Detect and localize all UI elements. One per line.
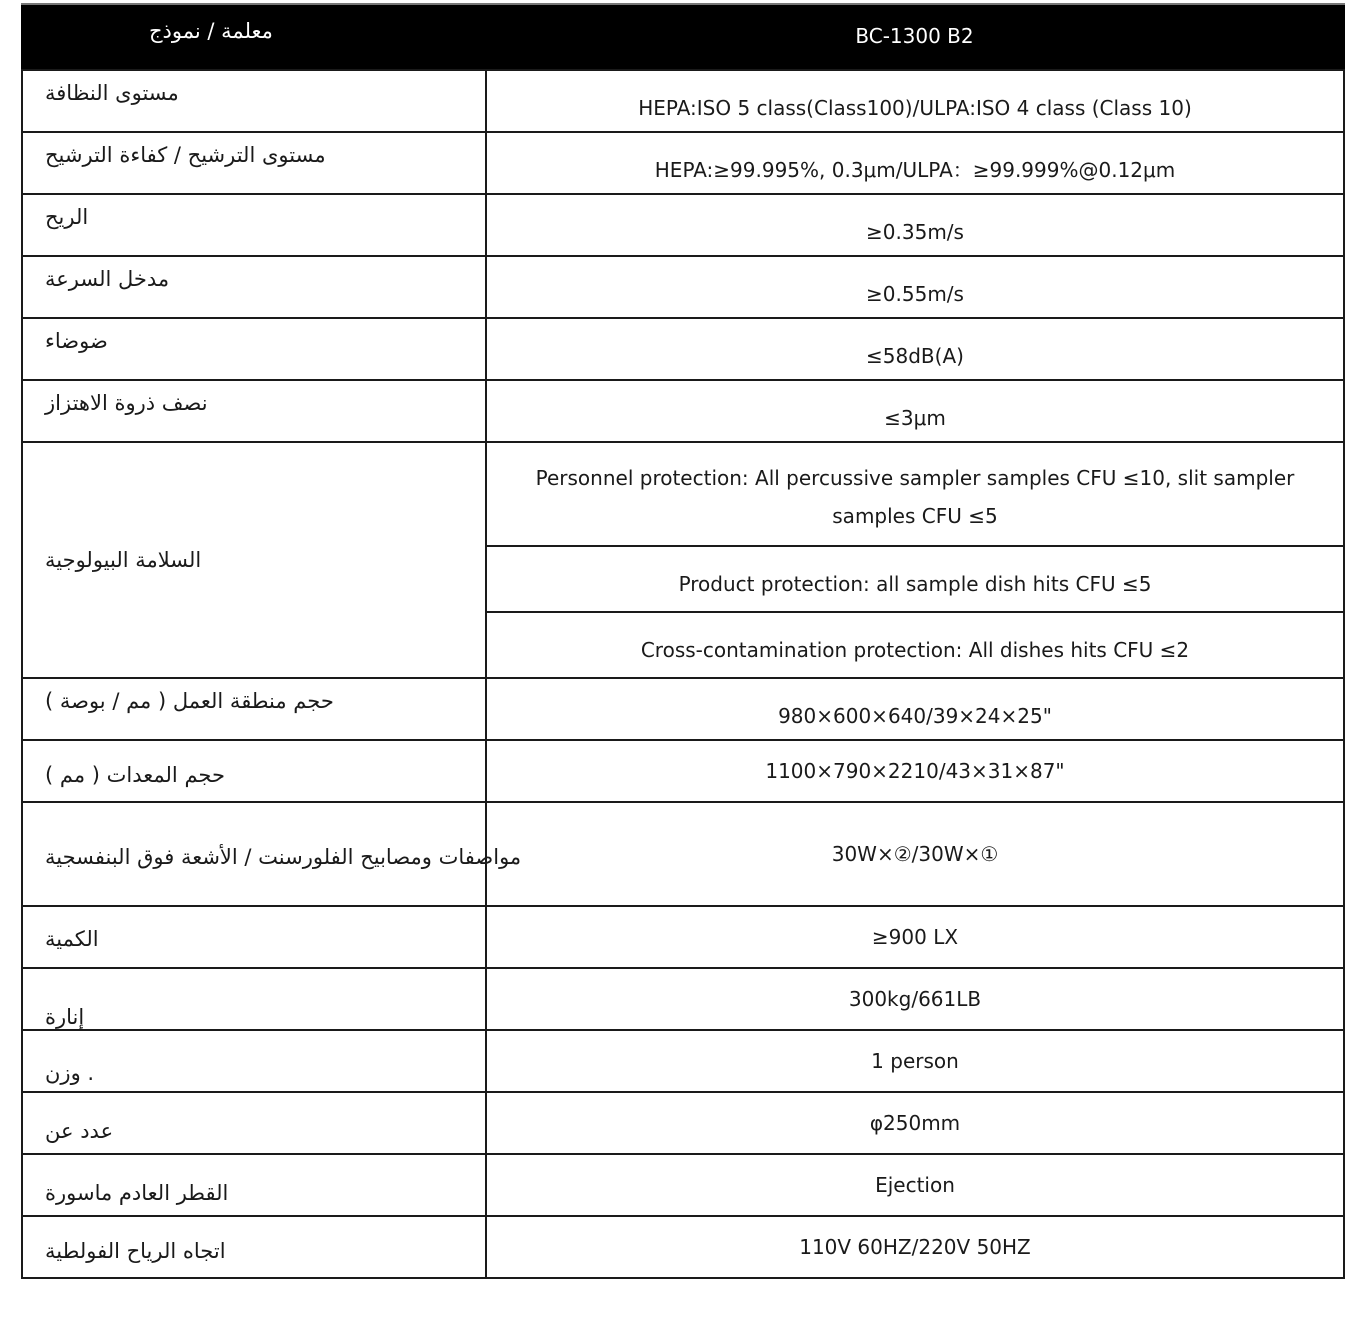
row-value: ≥0.35m/s [486,194,1344,256]
row-label: وزن . [22,1030,486,1092]
table-row [22,1092,1344,1154]
table-row [22,906,1344,968]
row-label: الريح [22,194,486,256]
table-row [22,194,1344,256]
table-row [22,1154,1344,1216]
bio-personnel-value: Personnel protection: All percussive sampler samples CFU ≤10, slit sampler samples CFU ≤5 [486,442,1344,546]
row-value: HEPA:≥99.995%, 0.3μm/ULPA：≥99.999%@0.12μm [486,132,1344,194]
bio-product-value: Product protection: all sample dish hits CFU ≤5 [486,546,1344,612]
table-header [21,3,1345,69]
table-row [22,256,1344,318]
table-row [22,380,1344,442]
row-label: مستوى النظافة [22,70,486,132]
bio-cross-value: Cross-contamination protection: All dishes hits CFU ≤2 [486,612,1344,678]
table-row [22,318,1344,380]
row-label: حجم منطقة العمل ( مم / بوصة ) [22,678,486,740]
row-value: HEPA:ISO 5 class(Class100)/ULPA:ISO 4 class (Class 10) [486,70,1344,132]
row-value: Ejection [486,1154,1344,1216]
row-label: الكمية [22,906,486,968]
row-label: مواصفات ومصابيح الفلورسنت / الأشعة فوق البنفسجية [22,802,486,906]
table-row [22,1216,1344,1278]
row-label: حجم المعدات ( مم ) [22,740,486,802]
row-value: ≥900 LX [486,906,1344,968]
row-label: عدد عن [22,1092,486,1154]
header-model-value: BC-1300 B2 [855,24,974,48]
row-label: اتجاه الرياح الفولطية [22,1216,486,1278]
bio-safety-label: السلامة البيولوجية [22,442,486,678]
table-row [22,678,1344,740]
row-label: إنارة [22,968,486,1030]
table-row [22,70,1344,132]
header-parameter-label: معلمة / نموذج [149,19,273,43]
row-value: 1100×790×2210/43×31×87" [486,740,1344,802]
table-row [22,132,1344,194]
row-value: ≥0.55m/s [486,256,1344,318]
row-value: 300kg/661LB [486,968,1344,1030]
row-value: 30W×②/30W×① [486,802,1344,906]
spec-table [21,69,1345,1279]
table-row [22,968,1344,1030]
table-row-bio-personnel [22,442,1344,546]
table-row [22,1030,1344,1092]
table-row [22,740,1344,802]
row-label: مستوى الترشيح / كفاءة الترشيح [22,132,486,194]
row-value: 110V 60HZ/220V 50HZ [486,1216,1344,1278]
row-label: نصف ذروة الاهتزاز [22,380,486,442]
row-label: ضوضاء [22,318,486,380]
table-row [22,802,1344,906]
row-value: ≤58dB(A) [486,318,1344,380]
row-label: القطر العادم ماسورة [22,1154,486,1216]
spec-sheet [21,3,1345,1279]
row-value: 1 person [486,1030,1344,1092]
row-value: 980×600×640/39×24×25" [486,678,1344,740]
row-value: φ250mm [486,1092,1344,1154]
row-label: مدخل السرعة [22,256,486,318]
row-value: ≤3μm [486,380,1344,442]
